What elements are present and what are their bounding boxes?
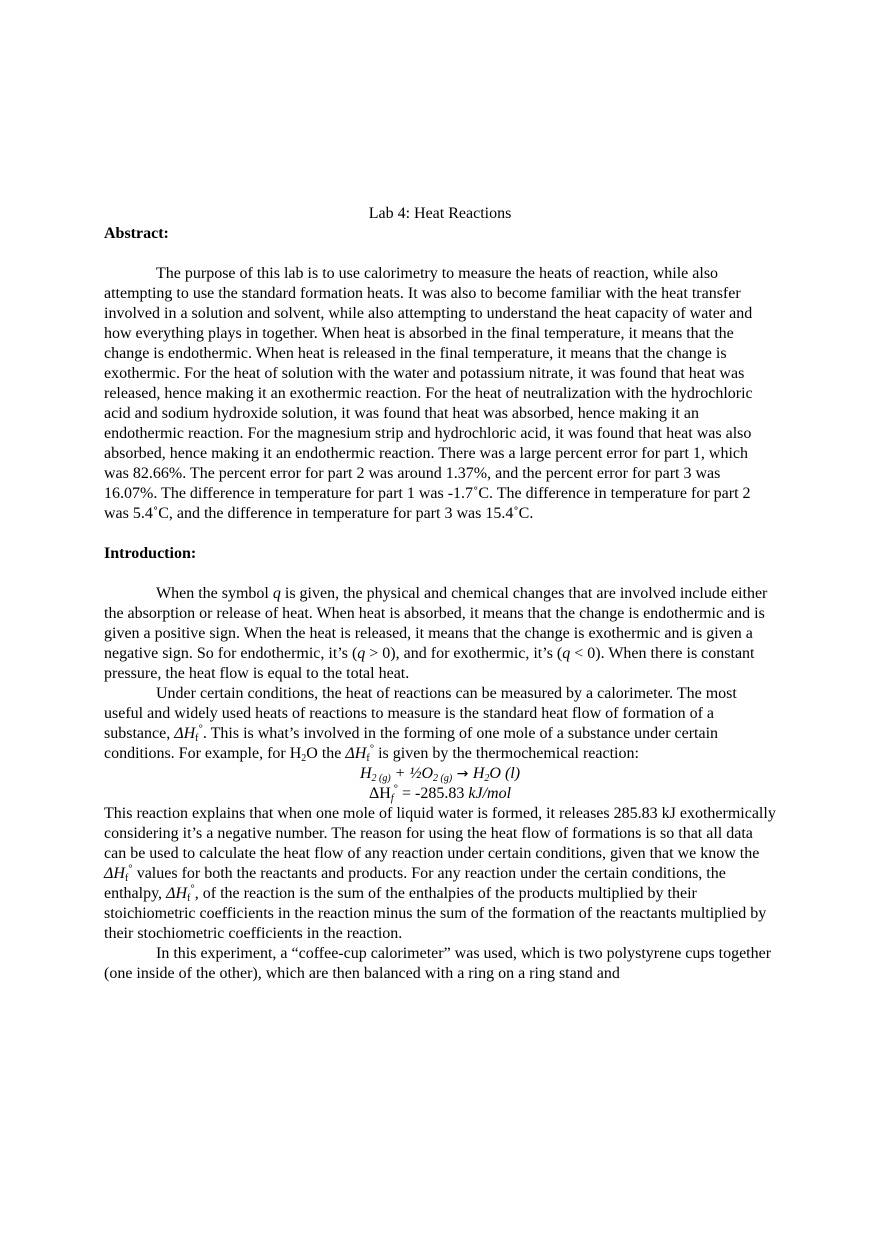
spacer: [104, 564, 776, 584]
unit: kJ/mol: [468, 785, 512, 802]
degree-symbol: °: [128, 862, 133, 875]
abstract-heading: Abstract:: [104, 225, 169, 242]
text-run: This reaction explains that when one mole of liquid water is formed, it releases 285.83 kJ exothermically considering it’s a negative number. The reason for using the heat flow of formations is so that all data can be used to calculate the heat flow of any reaction under certain conditions, given that we know the: [104, 805, 776, 862]
introduction-heading: Introduction:: [104, 545, 197, 562]
intro-paragraph-4: In this experiment, a “coffee-cup calorimeter” was used, which is two polystyrene cups together (one inside of the other), which are then balanced with a ring on a ring stand and: [104, 945, 772, 982]
document-title: Lab 4: Heat Reactions: [368, 205, 512, 222]
intro-paragraph-3: [104, 804, 776, 944]
text-run: < 0). When there is constant pressure, the heat flow is equal to the total heat.: [104, 645, 755, 682]
abstract-paragraph: The purpose of this lab is to use calorimetry to measure the heats of reaction, while also attempting to use the standard formation heats. It was also to become familiar with the heat transfer involved in a solution and solvent, while also attempting to understand the heat capacity of water and how everything plays in together. When heat is absorbed in the final temperature, it means that the change is endothermic. When heat is released in the final temperature, it means that the change is exothermic. For the heat of solution with the water and potassium nitrate, it was found that heat was released, hence making it an exothermic reaction. For the heat of neutralization with the hydrochloric acid and sodium hydroxide solution, it was found that heat was absorbed, hence making it an endothermic reaction. For the magnesium strip and hydrochloric acid, it was found that heat was also absorbed, hence making it an endothermic reaction. There was a large percent error for part 1, which was 82.66%. The percent error for part 2 was around 1.37%, and the percent error for part 3 was 16.07%. The difference in temperature for part 1 was -1.7˚C. The difference in temperature for part 2 was 5.4˚C, and the difference in temperature for part 3 was 15.4˚C.: [104, 265, 753, 522]
degree-symbol: °: [369, 742, 375, 755]
subscript-f: f: [195, 733, 199, 744]
subscript: 2: [484, 773, 490, 784]
q-symbol: q: [272, 585, 281, 602]
document-body: [104, 204, 776, 984]
reaction-arrow: →: [452, 766, 473, 782]
text-run: O the: [306, 745, 346, 762]
subscript-f: f: [366, 753, 370, 764]
spacer: [104, 244, 776, 264]
text-run: . This is what’s involved in the forming of one mole of a substance under certain conditions. For example, for H: [104, 725, 719, 762]
enthalpy-value: [104, 784, 776, 804]
text-run: is given by the thermochemical reaction:: [374, 745, 639, 762]
spacer: [104, 524, 776, 544]
delta-h-symbol: ΔH: [345, 745, 367, 762]
q-symbol: q: [357, 645, 366, 662]
delta-h-symbol: ΔH: [368, 785, 391, 802]
text-run: O (l): [489, 765, 521, 782]
text-run: = -285.83: [398, 785, 469, 802]
formation-equation: [104, 764, 776, 784]
subscript: 2 (g): [433, 773, 453, 784]
text-run: values for both the reactants and products. For any reaction under the certain conditions, the enthalpy,: [104, 865, 726, 902]
subscript-f: f: [187, 893, 191, 904]
text-run: > 0), and for exothermic, it’s (: [365, 645, 563, 662]
text-run: , of the reaction is the sum of the enthalpies of the products multiplied by their stoichiometric coefficients in the reaction minus the sum of the formation of the reactants multiplied by their stochiometric coefficients in the reaction.: [104, 885, 767, 942]
subscript-f: f: [124, 873, 129, 884]
q-symbol: q: [562, 645, 571, 662]
delta-h-symbol: ΔH: [166, 885, 188, 902]
intro-paragraph-1: [104, 584, 776, 684]
text-run: When the symbol: [156, 585, 273, 602]
intro-paragraph-2: [104, 684, 776, 764]
text-run: + ½O: [390, 765, 434, 782]
degree-symbol: °: [198, 722, 203, 735]
subscript-f: f: [390, 793, 394, 804]
text-run: H: [472, 765, 485, 782]
subscript: 2 (g): [371, 773, 391, 784]
degree-symbol: °: [393, 782, 398, 795]
subscript-2: 2: [301, 753, 307, 764]
delta-h-symbol: ΔH: [104, 865, 125, 882]
degree-symbol: °: [190, 882, 195, 895]
delta-h-symbol: ΔH: [174, 725, 196, 742]
text-run: H: [359, 765, 372, 782]
text-run: Under certain conditions, the heat of reactions can be measured by a calorimeter. The most useful and widely used heats of reactions to measure is the standard heat flow of formation of a substance,: [104, 685, 737, 742]
text-run: is given, the physical and chemical changes that are involved include either the absorption or release of heat. When heat is absorbed, it means that the change is endothermic and is given a positive sign. When the heat is released, it means that the change is exothermic and is given a negative sign. So for endothermic, it’s (: [104, 585, 768, 662]
